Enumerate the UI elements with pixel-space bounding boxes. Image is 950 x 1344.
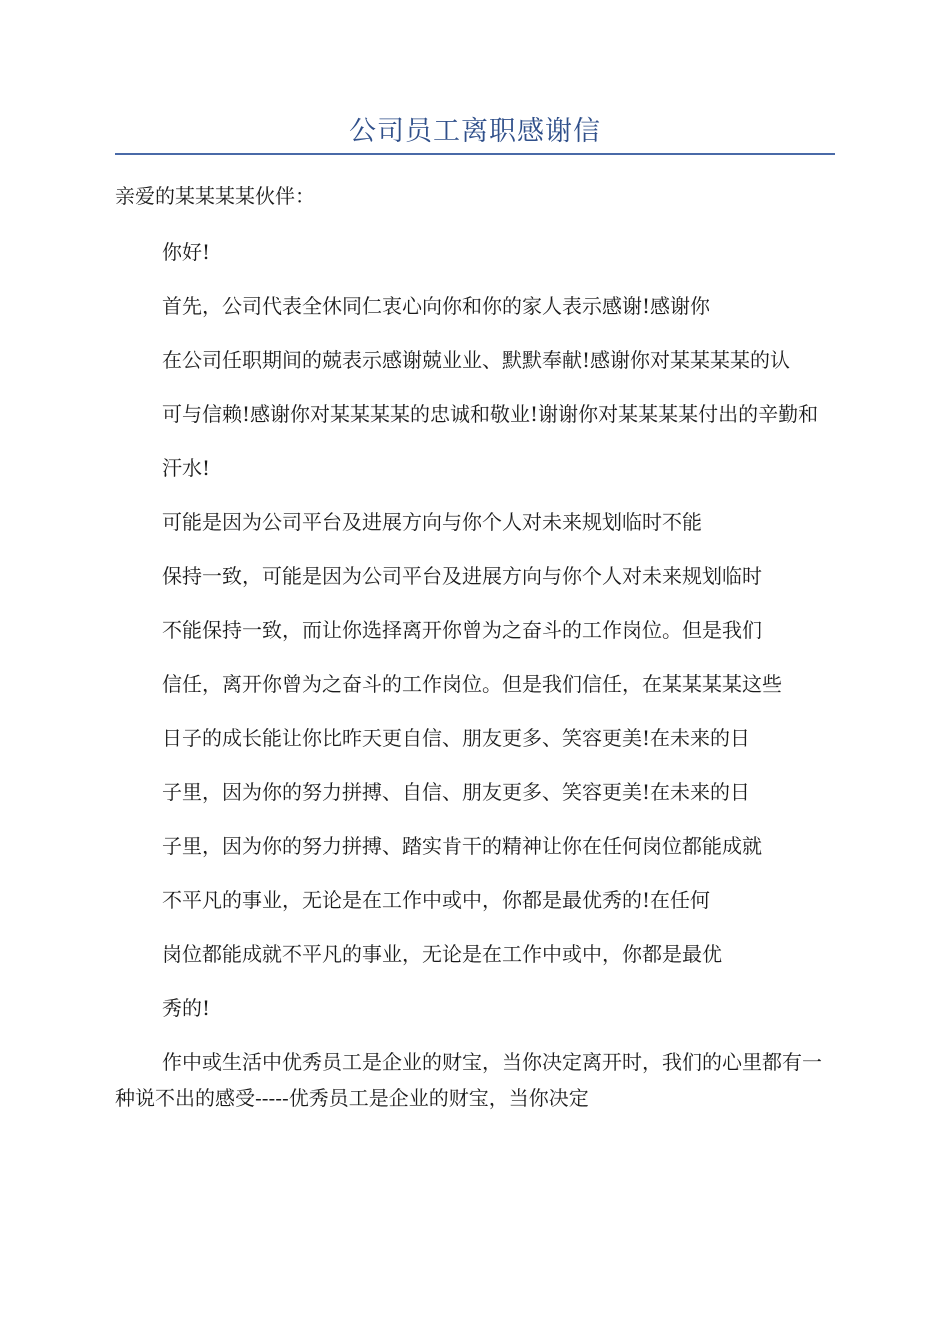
paragraph: 信任，离开你曾为之奋斗的工作岗位。但是我们信任，在某某某某这些 [162,672,782,696]
paragraph: 首先，公司代表全休同仁衷心向你和你的家人表示感谢!感谢你 [162,294,711,318]
paragraph: 日子的成长能让你比昨天更自信、朋友更多、笑容更美!在未来的日 [162,726,751,750]
paragraph: 可与信赖!感谢你对某某某某的忠诚和敬业!谢谢你对某某某某付出的辛勤和 [162,402,819,426]
paragraph: 你好! [162,240,211,264]
paragraph: 保持一致，可能是因为公司平台及进展方向与你个人对未来规划临时 [162,564,762,588]
paragraph: 汗水! [162,456,211,480]
paragraph: 不能保持一致，而让你选择离开你曾为之奋斗的工作岗位。但是我们 [162,618,762,642]
paragraph: 秀的! [162,996,211,1020]
document-title: 公司员工离职感谢信 [349,116,601,147]
paragraph: 在公司任职期间的兢表示感谢兢业业、默默奉献!感谢你对某某某某的认 [162,348,791,372]
title-underline [115,153,835,155]
salutation: 亲爱的某某某某伙伴： [115,184,315,208]
paragraph: 不平凡的事业，无论是在工作中或中，你都是最优秀的!在任何 [162,888,711,912]
paragraph: 可能是因为公司平台及进展方向与你个人对未来规划临时不能 [162,510,702,534]
letter-body [115,178,835,1134]
paragraph: 岗位都能成就不平凡的事业，无论是在工作中或中，你都是最优 [162,942,722,966]
paragraph: 子里，因为你的努力拼搏、自信、朋友更多、笑容更美!在未来的日 [162,780,751,804]
paragraph: 作中或生活中优秀员工是企业的财宝，当你决定离开时，我们的心里都有一种说不出的感受-----优秀员工是企业的财宝，当你决定 [115,1050,822,1110]
paragraph: 子里，因为你的努力拼搏、踏实肯干的精神让你在任何岗位都能成就 [162,834,762,858]
